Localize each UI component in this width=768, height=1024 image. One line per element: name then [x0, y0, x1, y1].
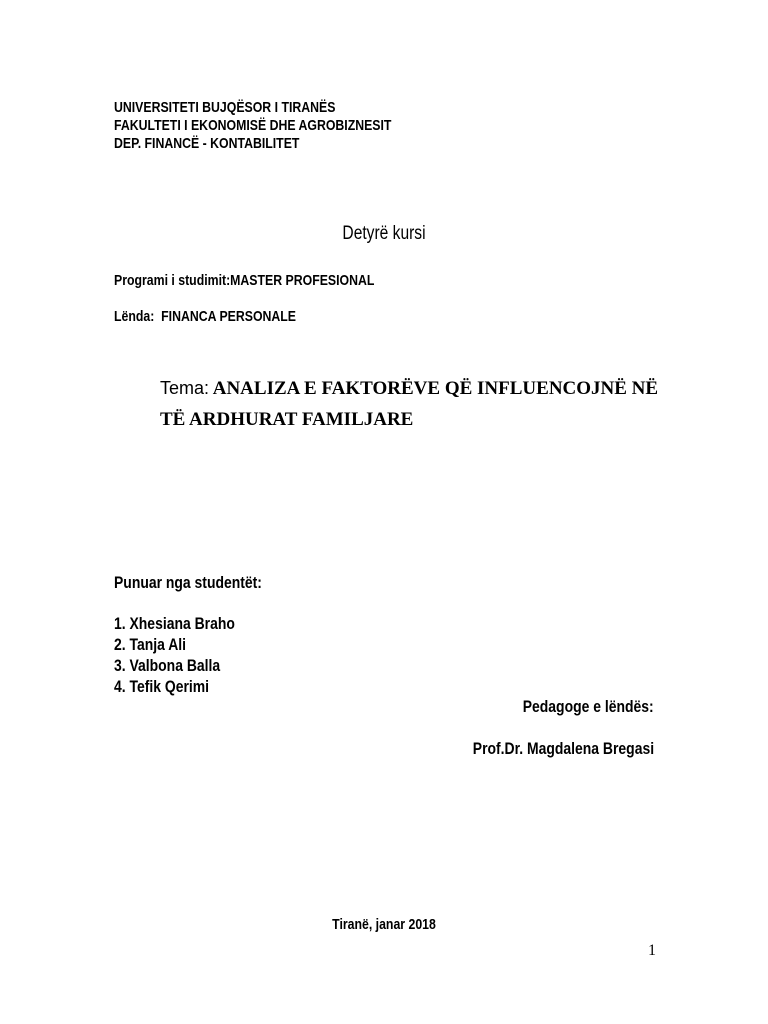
faculty-name: FAKULTETI I EKONOMISË DHE AGROBIZNESIT [114, 117, 392, 134]
study-program [114, 272, 374, 289]
page-number: 1 [648, 942, 656, 959]
theme-line-1 [160, 378, 658, 400]
subject [114, 308, 296, 325]
students-heading: Punuar nga studentët: [114, 573, 262, 592]
subject-label: Lënda: [114, 308, 155, 325]
student-item: 3. Valbona Balla [114, 656, 221, 675]
subject-value: FINANCA PERSONALE [161, 308, 297, 325]
student-item: 2. Tanja Ali [114, 635, 187, 654]
theme-title-1: ANALIZA E FAKTORËVE QË INFLUENCOJNË NË [212, 378, 659, 399]
theme-label: Tema: [160, 378, 210, 398]
teacher-label: Pedagoge e lëndës: [523, 697, 654, 716]
teacher-name: Prof.Dr. Magdalena Bregasi [472, 739, 654, 758]
student-item: 1. Xhesiana Braho [114, 614, 235, 633]
document-title: Detyrë kursi [342, 223, 426, 244]
department-name: DEP. FINANCË - KONTABILITET [114, 135, 300, 152]
theme-title-2: TË ARDHURAT FAMILJARE [160, 409, 414, 430]
student-item: 4. Tefik Qerimi [114, 677, 210, 696]
study-program-label: Programi i studimit: [114, 272, 231, 289]
place-date: Tiranë, janar 2018 [332, 916, 436, 933]
study-program-value: MASTER PROFESIONAL [230, 272, 375, 289]
university-name: UNIVERSITETI BUJQËSOR I TIRANËS [114, 99, 336, 116]
